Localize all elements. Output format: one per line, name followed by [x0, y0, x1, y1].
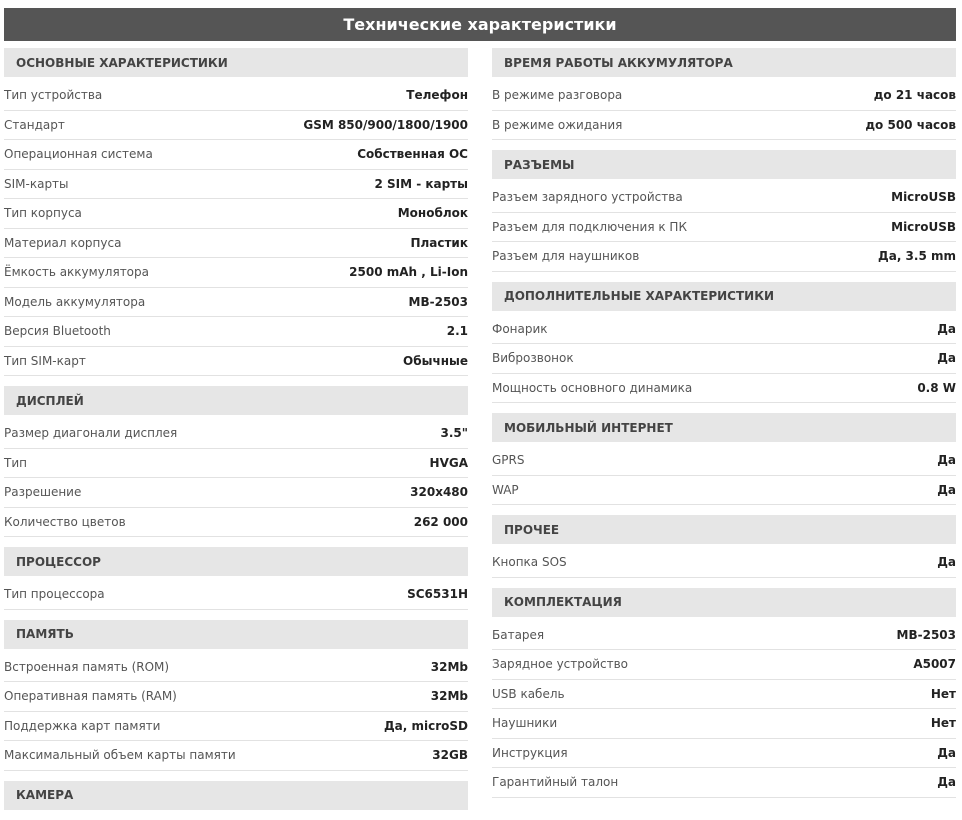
- spec-row: [4, 682, 468, 712]
- spec-rows: [4, 415, 468, 537]
- spec-label: WAP: [492, 482, 519, 497]
- spec-value: SC6531H: [407, 587, 468, 602]
- spec-label: Тип устройства: [4, 88, 103, 103]
- spec-row: [492, 111, 956, 141]
- spec-row: [4, 81, 468, 111]
- spec-value: MicroUSB: [891, 190, 956, 205]
- spec-row: [492, 768, 956, 798]
- spec-row: [4, 653, 468, 683]
- spec-row: [4, 580, 468, 610]
- spec-row: [492, 709, 956, 739]
- spec-value: Собственная ОС: [357, 147, 468, 162]
- spec-label: Батарея: [492, 627, 545, 642]
- spec-value: до 500 часов: [865, 117, 956, 132]
- spec-rows: [492, 311, 956, 404]
- spec-row: [492, 680, 956, 710]
- spec-value: 0.8 W: [917, 380, 956, 395]
- spec-section: [4, 547, 468, 610]
- spec-row: [492, 213, 956, 243]
- spec-row: [492, 650, 956, 680]
- spec-label: В режиме ожидания: [492, 117, 623, 132]
- spec-label: Модель аккумулятора: [4, 294, 146, 309]
- spec-row: [4, 347, 468, 377]
- spec-label: Гарантийный талон: [492, 775, 619, 790]
- section-heading: ОСНОВНЫЕ ХАРАКТЕРИСТИКИ: [4, 48, 468, 77]
- section-heading: ДИСПЛЕЙ: [4, 386, 468, 415]
- spec-value: GSM 850/900/1800/1900: [303, 117, 468, 132]
- spec-value: Да: [937, 775, 956, 790]
- specs-column-right: [492, 48, 956, 808]
- spec-value: 32Mb: [430, 689, 468, 704]
- spec-value: 3.5": [440, 426, 468, 441]
- spec-label: Тип процессора: [4, 587, 105, 602]
- spec-value: Обычные: [403, 353, 468, 368]
- spec-row: [4, 712, 468, 742]
- section-heading: ДОПОЛНИТЕЛЬНЫЕ ХАРАКТЕРИСТИКИ: [492, 282, 956, 311]
- spec-value: HVGA: [429, 455, 468, 470]
- spec-rows: [492, 617, 956, 798]
- spec-rows: [4, 576, 468, 610]
- spec-row: [4, 317, 468, 347]
- spec-value: Нет: [930, 716, 956, 731]
- spec-section: [492, 413, 956, 505]
- spec-row: [492, 81, 956, 111]
- spec-label: Наушники: [492, 716, 558, 731]
- section-heading: ПРОЦЕССОР: [4, 547, 468, 576]
- spec-row: [492, 621, 956, 651]
- spec-row: [492, 446, 956, 476]
- spec-label: Встроенная память (ROM): [4, 659, 170, 674]
- spec-label: Тип: [4, 455, 27, 470]
- spec-value: 2.1: [446, 324, 468, 339]
- spec-label: Оперативная память (RAM): [4, 689, 177, 704]
- spec-value: 2 SIM - карты: [374, 176, 468, 191]
- spec-row: [492, 183, 956, 213]
- spec-section: [492, 515, 956, 578]
- spec-value: Да: [937, 351, 956, 366]
- spec-label: GPRS: [492, 453, 525, 468]
- spec-label: Разъем для подключения к ПК: [492, 219, 687, 234]
- spec-row: [4, 449, 468, 479]
- spec-row: [4, 508, 468, 538]
- spec-value: MicroUSB: [891, 219, 956, 234]
- spec-value: A5007: [913, 657, 956, 672]
- spec-rows: [4, 77, 468, 376]
- specs-column-left: [4, 48, 468, 820]
- spec-row: [492, 315, 956, 345]
- spec-label: Разрешение: [4, 485, 82, 500]
- spec-label: SIM-карты: [4, 176, 69, 191]
- spec-section: [4, 781, 468, 810]
- spec-value: 32Mb: [430, 659, 468, 674]
- spec-value: Да: [937, 321, 956, 336]
- spec-section: [492, 150, 956, 272]
- spec-row: [4, 170, 468, 200]
- spec-value: MB-2503: [896, 627, 956, 642]
- spec-row: [4, 111, 468, 141]
- spec-label: Операционная система: [4, 147, 153, 162]
- spec-label: USB кабель: [492, 686, 565, 701]
- spec-row: [4, 478, 468, 508]
- spec-label: Зарядное устройство: [492, 657, 629, 672]
- spec-label: Поддержка карт памяти: [4, 718, 161, 733]
- spec-value: Да: [937, 745, 956, 760]
- spec-rows: [492, 442, 956, 505]
- section-heading: КОМПЛЕКТАЦИЯ: [492, 588, 956, 617]
- spec-row: [492, 374, 956, 404]
- section-heading: ПРОЧЕЕ: [492, 515, 956, 544]
- spec-rows: [492, 544, 956, 578]
- spec-row: [4, 258, 468, 288]
- spec-row: [4, 288, 468, 318]
- spec-label: Ёмкость аккумулятора: [4, 265, 149, 280]
- section-heading: МОБИЛЬНЫЙ ИНТЕРНЕТ: [492, 413, 956, 442]
- spec-row: [492, 242, 956, 272]
- spec-value: Да, microSD: [383, 718, 468, 733]
- spec-label: Материал корпуса: [4, 235, 122, 250]
- spec-rows: [4, 649, 468, 771]
- spec-label: Максимальный объем карты памяти: [4, 748, 236, 763]
- spec-label: Количество цветов: [4, 514, 126, 529]
- spec-label: Кнопка SOS: [492, 555, 567, 570]
- spec-row: [492, 548, 956, 578]
- spec-row: [4, 199, 468, 229]
- spec-value: 262 000: [413, 514, 468, 529]
- spec-section: [492, 282, 956, 404]
- section-heading: РАЗЪЕМЫ: [492, 150, 956, 179]
- spec-row: [492, 476, 956, 506]
- section-heading: КАМЕРА: [4, 781, 468, 810]
- page-title: Технические характеристики: [4, 8, 956, 41]
- spec-value: Нет: [930, 686, 956, 701]
- spec-value: Пластик: [410, 235, 468, 250]
- spec-row: [492, 739, 956, 769]
- spec-label: Стандарт: [4, 117, 65, 132]
- spec-value: 2500 mAh , Li-Ion: [349, 265, 468, 280]
- spec-section: [4, 48, 468, 376]
- spec-label: Фонарик: [492, 321, 548, 336]
- spec-label: Разъем зарядного устройства: [492, 190, 683, 205]
- spec-row: [4, 229, 468, 259]
- spec-value: Да: [937, 482, 956, 497]
- spec-label: Тип корпуса: [4, 206, 82, 221]
- spec-value: 32GB: [432, 748, 468, 763]
- section-heading: ВРЕМЯ РАБОТЫ АККУМУЛЯТОРА: [492, 48, 956, 77]
- spec-value: MB-2503: [408, 294, 468, 309]
- spec-row: [492, 344, 956, 374]
- spec-section: [4, 620, 468, 771]
- spec-value: Да: [937, 453, 956, 468]
- section-heading: ПАМЯТЬ: [4, 620, 468, 649]
- spec-value: Да, 3.5 mm: [878, 249, 956, 264]
- spec-label: Разъем для наушников: [492, 249, 640, 264]
- spec-label: Размер диагонали дисплея: [4, 426, 178, 441]
- spec-rows: [492, 179, 956, 272]
- spec-row: [4, 140, 468, 170]
- spec-row: [4, 419, 468, 449]
- spec-row: [4, 741, 468, 771]
- spec-section: [492, 48, 956, 140]
- spec-section: [4, 386, 468, 537]
- spec-value: Телефон: [406, 88, 468, 103]
- spec-label: Инструкция: [492, 745, 568, 760]
- spec-label: Виброзвонок: [492, 351, 574, 366]
- spec-label: Мощность основного динамика: [492, 380, 693, 395]
- spec-value: 320x480: [410, 485, 468, 500]
- spec-rows: [492, 77, 956, 140]
- spec-value: Да: [937, 555, 956, 570]
- spec-label: Тип SIM-карт: [4, 353, 86, 368]
- spec-label: Версия Bluetooth: [4, 324, 111, 339]
- spec-value: до 21 часов: [873, 88, 956, 103]
- spec-value: Моноблок: [397, 206, 468, 221]
- spec-section: [492, 588, 956, 798]
- spec-label: В режиме разговора: [492, 88, 623, 103]
